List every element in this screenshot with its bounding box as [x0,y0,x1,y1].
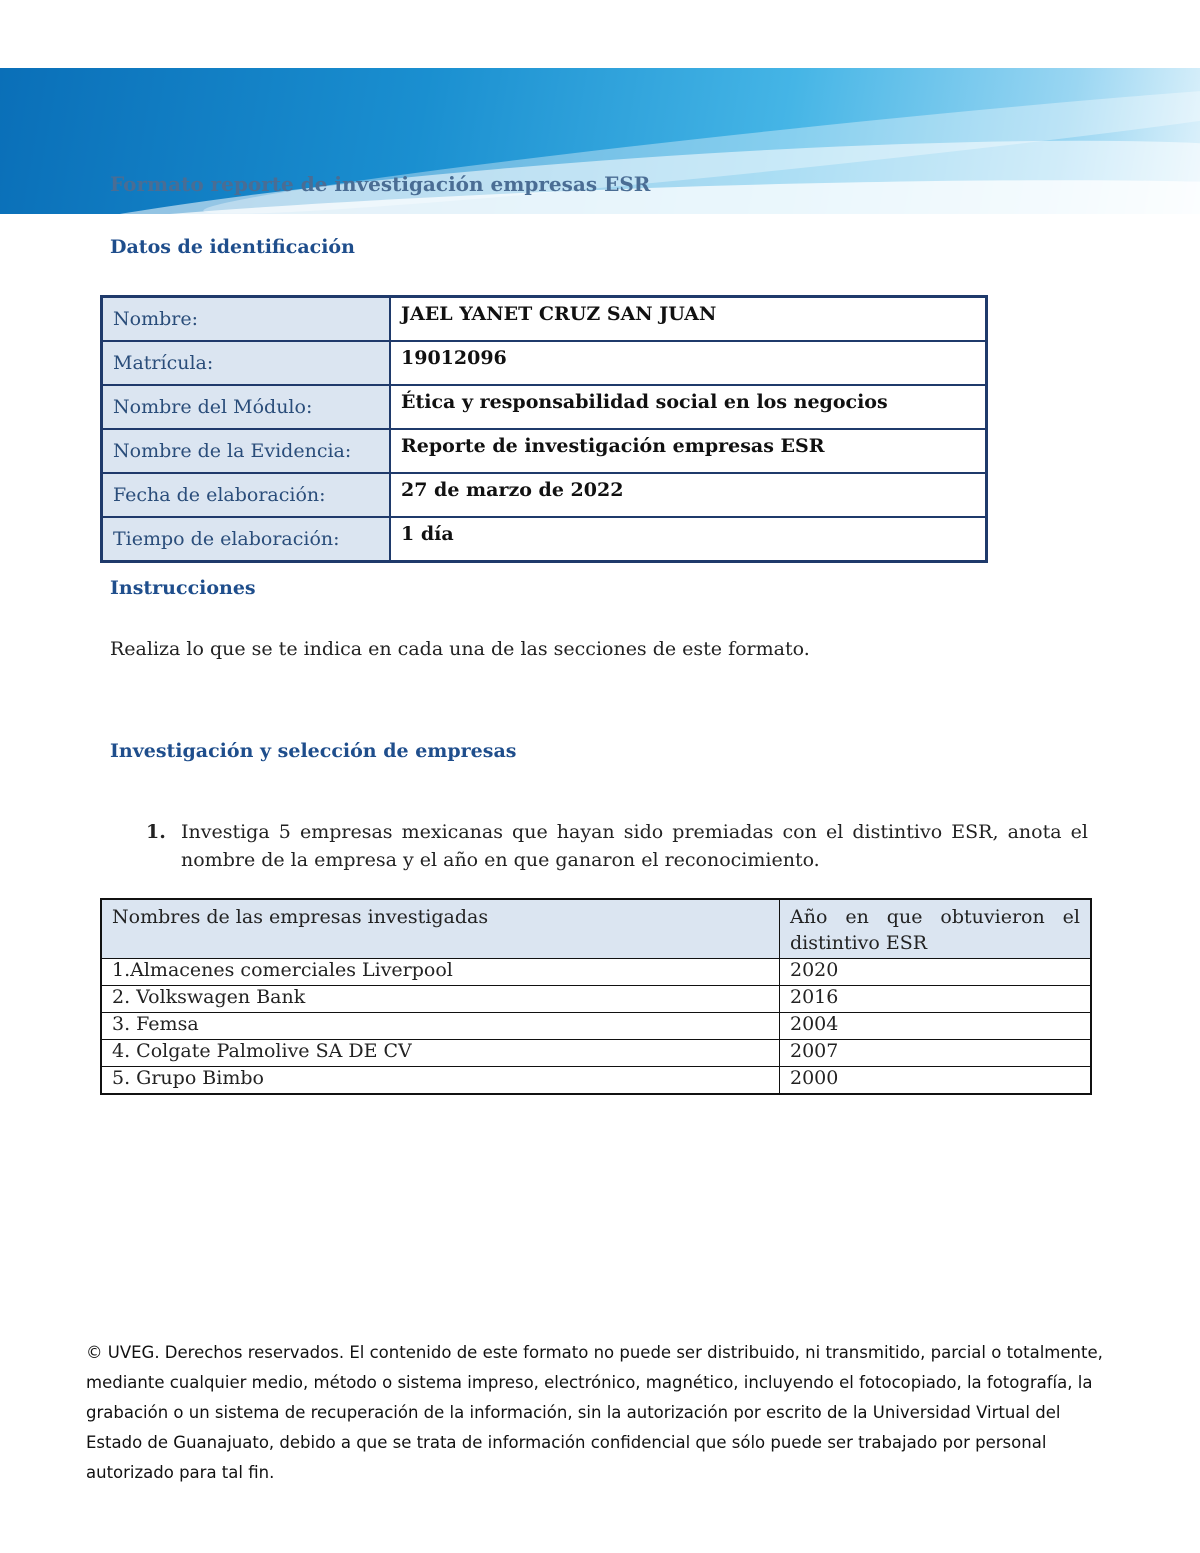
field-value: JAEL YANET CRUZ SAN JUAN [390,297,987,342]
table-row [101,1067,1091,1095]
field-value: Reporte de investigación empresas ESR [390,429,987,473]
field-value: 19012096 [390,341,987,385]
year-cell: 2004 [780,1013,1092,1040]
field-label: Nombre de la Evidencia: [102,429,391,473]
instructions-text: Realiza lo que se te indica en cada una de las secciones de este formato. [110,638,810,660]
company-name-cell: 5. Grupo Bimbo [101,1067,780,1095]
table-row [102,473,987,517]
table-header-row [101,899,1091,959]
year-cell: 2020 [780,959,1092,986]
table-row [101,1013,1091,1040]
column-header: Nombres de las empresas investigadas [101,899,780,959]
question-text: Investiga 5 empresas mexicanas que hayan sido premiadas con el distintivo ESR, anota el nombre de la empresa y el año en que ganaron el reconocimiento. [181,821,1088,871]
identification-table [100,295,988,563]
field-value: 1 día [390,517,987,562]
question-item [146,818,1088,874]
field-label: Nombre del Módulo: [102,385,391,429]
company-name-cell: 2. Volkswagen Bank [101,986,780,1013]
field-label: Fecha de elaboración: [102,473,391,517]
section-heading-datos: Datos de identificación [110,236,355,258]
document-title: Formato reporte de investigación empresas ESR [110,172,651,196]
table-row [102,385,987,429]
year-cell: 2007 [780,1040,1092,1067]
field-label: Matrícula: [102,341,391,385]
year-cell: 2016 [780,986,1092,1013]
field-label: Nombre: [102,297,391,342]
field-label: Tiempo de elaboración: [102,517,391,562]
field-value: 27 de marzo de 2022 [390,473,987,517]
column-header: Año en que obtuvieron el distintivo ESR [780,899,1092,959]
table-row [101,1040,1091,1067]
table-row [102,297,987,342]
year-cell: 2000 [780,1067,1092,1095]
company-name-cell: 1.Almacenes comerciales Liverpool [101,959,780,986]
table-row [101,986,1091,1013]
question-number: 1. [146,821,166,843]
table-row [101,959,1091,986]
field-value: Ética y responsabilidad social en los negocios [390,385,987,429]
section-heading-investigacion: Investigación y selección de empresas [110,740,517,762]
company-name-cell: 3. Femsa [101,1013,780,1040]
section-heading-instrucciones: Instrucciones [110,577,256,599]
copyright-footer: © UVEG. Derechos reservados. El contenido de este formato no puede ser distribuido, ni transmitido, parcial o totalmente, mediante cualquier medio, método o sistema impreso, electrónico, magnético, incluyendo el fotocopiado, la fotografía, la grabación o un sistema de recuperación de la información, sin la autorización por escrito de la Universidad Virtual del Estado de Guanajuato, debido a que se trata de información confidencial que sólo puede ser trabajado por personal autorizado para tal fin. [86,1343,1103,1482]
table-row [102,429,987,473]
table-row [102,341,987,385]
company-name-cell: 4. Colgate Palmolive SA DE CV [101,1040,780,1067]
companies-table [100,898,1092,1095]
table-row [102,517,987,562]
